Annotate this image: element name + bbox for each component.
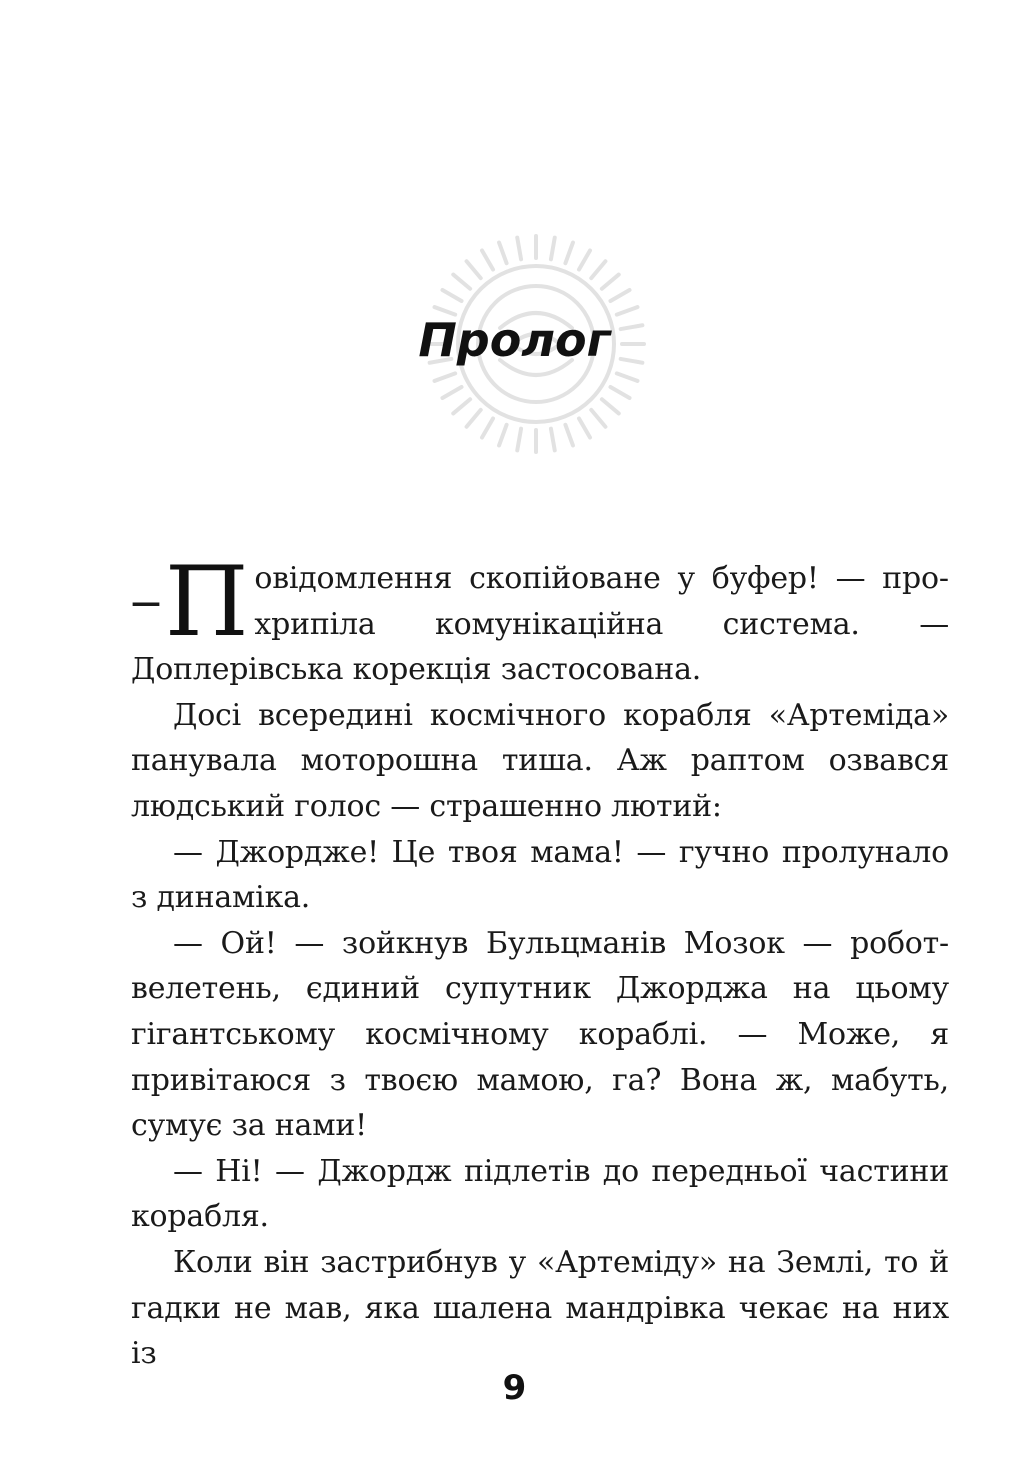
- paragraph-1-text: овідомлення скопійоване у буфер! — прохрипіла комунікаційна система. — Доплерівська корекція застосована.: [131, 561, 949, 688]
- paragraph-1: [131, 546, 949, 693]
- paragraph-2: Досі всередині космічного корабля «Артеміда» панувала моторошна тиша. Аж раптом озвався людський голос — страшенно лютий:: [131, 697, 949, 824]
- paragraph-6: Коли він застрибнув у «Артеміду» на Землі, то й гадки не мав, яка шалена мандрівка чекає на них із: [131, 1244, 949, 1372]
- chapter-title: Пролог: [418, 313, 611, 367]
- opening-dash: —: [131, 585, 161, 620]
- paragraph-3: — Джордже! Це твоя мама! — гучно пролунало з динаміка.: [131, 834, 949, 916]
- body-text: [131, 546, 949, 1377]
- paragraph-5: — Ні! — Джордж підлетів до передньої частини корабля.: [131, 1153, 949, 1235]
- page-number: 9: [502, 1368, 527, 1408]
- drop-cap: П: [164, 546, 249, 658]
- paragraph-4: — Ой! — зойкнув Бульцманів Мозок — робот-велетень, єдиний супутник Джорджа на цьому гігантському космічному кораблі. — Може, я привітаюся з твоєю мамою, га? Вона ж, мабуть, сумує за нами!: [131, 925, 949, 1144]
